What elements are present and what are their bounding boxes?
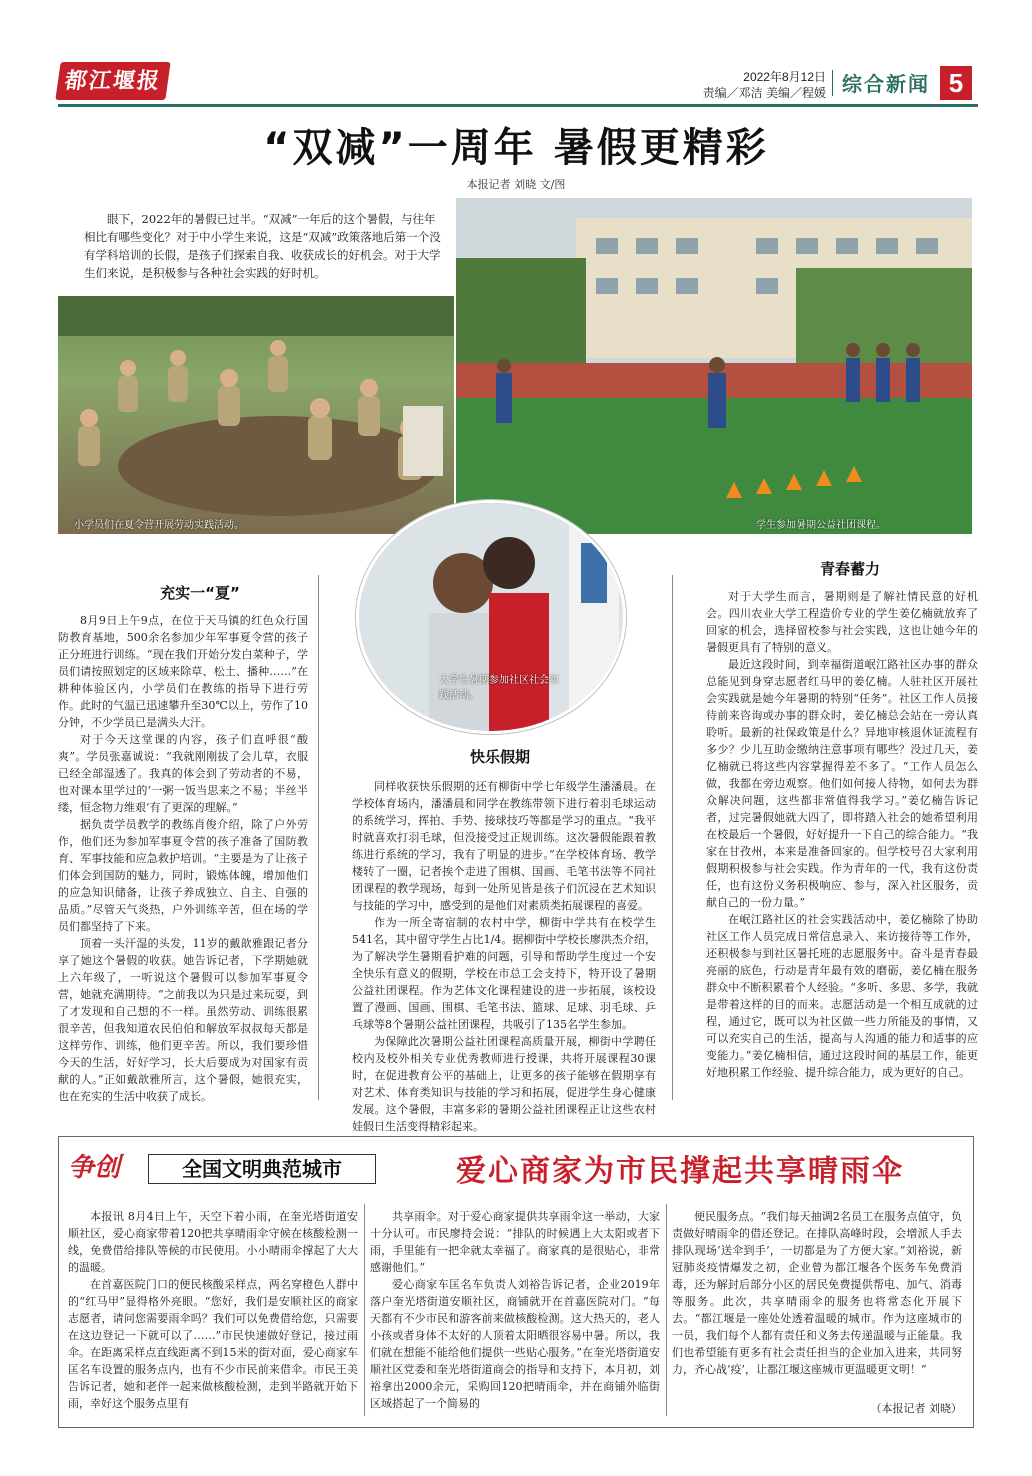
paragraph: 本报讯 8月4日上午，天空下着小雨，在奎光塔街道安顺社区，爱心商家带着120把共享晴雨伞守候在核酸检测一线，免费借给排队等候的市民使用。小小晴雨伞撑起了大大的温暖。 (68, 1210, 358, 1274)
farming-photo-illustration (58, 296, 454, 534)
campaign-mark: 争创 (68, 1153, 121, 1183)
lower-column-3 (672, 1208, 962, 1378)
section-2-body (352, 778, 656, 1135)
paragraph: 共享雨伞。对于爱心商家提供共享雨伞这一举动，大家十分认可。市民廖持会说：“排队的时候遇上大太阳或者下雨，手里能有一把伞就太幸福了。商家真的是很贴心，非常感谢他们。” (370, 1210, 660, 1274)
masthead-logo: 都江堰报 (55, 62, 170, 100)
page-number: 5 (940, 66, 972, 100)
paragraph: 作为一所全寄宿制的农村中学，柳街中学共有在校学生541名，其中留守学生占比1/4。据柳街中学校长廖洪杰介绍，为了解决学生暑期看护难的问题，引导和帮助学生度过一个安全快乐有意义的假期，学校在市总工会支持下，特开设了暑期公益社团课程。作为艺体文化课程建设的进一步拓展，该校设置了漫画、国画、围棋、毛笔书法、篮球、足球、羽毛球、乒乓球等8个暑期公益社团课程，共吸引了135名学生参加。 (352, 916, 656, 1031)
paragraph: 为保障此次暑期公益社团课程高质量开展，柳街中学聘任校内及校外相关专业优秀教师进行授课，共将开展课程30课时，在促进教育公平的基础上，让更多的孩子能够在假期享有对艺术、体育类知识与技能的学习和拓展，促进学生身心健康发展。这个暑假，丰富多彩的暑期公益社团课程正让这些农村娃假日生活变得精彩起来。 (352, 1035, 656, 1133)
section-title-1: 充实一“夏” (160, 584, 240, 602)
paragraph: 顶着一头汗湿的头发，11岁的戴歆雅跟记者分享了她这个暑假的收获。她告诉记者，下学期她就上六年级了，一听说这个暑假可以参加军事夏令营，她就充满期待。“之前我以为只是过来玩耍，到了才发现和自己想的不一样。虽然劳动、训练很累很辛苦，但我知道农民伯伯和解放军叔叔每天都是这样劳作、训练，他们更辛苦。所以，我们要珍惜今天的生活，好好学习，长大后要成为对国家有贡献的人。”正如戴歆雅所言，这个暑假，她很充实，也在充实的生活中收获了成长。 (58, 937, 308, 1103)
page-headline: “双减”一周年 暑假更精彩 (263, 125, 769, 171)
editors-credit: 责编／邓洁 美编／程媛 (702, 86, 826, 100)
paragraph: 在首嘉医院门口的便民核酸采样点，两名穿橙色人群中的“红马甲”显得格外亮眼。“您好，我们是安顺社区的商家志愿者，请问您需要雨伞吗？我们可以免费借给您，只需要在这边登记一下就可以了……”市民快速做好登记，接过雨伞。在距离采样点直线距离不到15米的街对面，爱心商家车匡名车设置的服务点内，也有不少市民前来借伞。市民王美告诉记者，她和老伴一起来做核酸检测，走到半路就开始下雨，幸好这个服务点里有 (68, 1278, 358, 1410)
section-name: 综合新闻 (842, 74, 930, 96)
lower-column-1 (68, 1208, 358, 1412)
column-divider (318, 575, 319, 1100)
header-rule (58, 104, 978, 107)
paragraph: 爱心商家车匡名车负责人刘裕告诉记者，企业2019年落户奎光塔街道安顺社区，商铺就开在首嘉医院对门。“每天都有不少市民和游客前来做核酸检测。这大热天的，老人小孩或者身体不太好的人顶着太阳晒很容易中暑。所以，我们就在想能不能给他们提供一些贴心服务。”在奎光塔街道安顺社区党委和奎光塔街道商会的指导和支持下，本月初，刘裕拿出2000余元，采购回120把晴雨伞，并在商铺外临街区域搭起了一个简易的 (370, 1278, 660, 1410)
campaign-title: 全国文明典范城市 (148, 1154, 376, 1184)
paragraph: 对于大学生而言，暑期则是了解社情民意的好机会。四川农业大学工程造价专业的学生姜亿楠就放弃了回家的机会，选择留校参与社会实践，这也让她今年的暑假更具有了特别的意义。 (706, 590, 978, 654)
paragraph: 在岷江路社区的社会实践活动中，姜亿楠除了协助社区工作人员完成日常信息录入、来访接待等工作外，还积极参与到社区暑托班的志愿服务中。奋斗是青春最亮丽的底色，行动是青年最有效的磨砺，姜亿楠在服务群众中不断积累着个人经验。“多听、多思、多学，我就是带着这样的目的而来。志愿活动是一个相互成就的过程，通过它，既可以为社区做一些力所能及的事情，又可以充实自己的生活，提高与人沟通的能力和适事的应变能力。”姜亿楠相信，通过这段时间的基层工作，能更好地积累工作经验、提升综合能力，成为更好的自己。 (706, 913, 978, 1079)
sports-photo-illustration (456, 198, 972, 534)
paragraph: 对于今天这堂课的内容，孩子们直呼很“酸爽”。学员张嘉诚说：“我就刚刚拔了会儿草，衣服已经全部湿透了。我真的体会到了劳动者的不易，也对课本里学过的‘一粥一饭当思来之不易；半丝半缕，恒念物力维艰’有了更深的理解。” (58, 733, 308, 814)
section-title-3: 青春蓄力 (819, 560, 880, 578)
paragraph: 最近这段时间，到幸福街道岷江路社区办事的群众总能见到身穿志愿者红马甲的姜亿楠。人驻社区开展社会实践就是她今年暑期的特别“任务”。社区工作人员接待前来咨询或办事的群众时，姜亿楠总会站在一旁认真聆听。最新的社保政策是什么？异地审核退休证流程有多少？少儿互助金缴纳注意事项有哪些？没过几天，姜亿楠就已将这些内容掌握得差不多了。“工作人员怎么做，我都在旁边观察。他们如何接人待物，如何去为群众解决问题，这些都非常值得我学习。”姜亿楠告诉记者，过完暑假她就大四了，即将踏入社会的她希望利用在校最后一个暑假，好好提升一下自己的综合能力。“我家在甘孜州，本来是准备回家的。但学校号召大家利用假期积极参与社会实践。作为青年的一代，我有这份责任，也有这份义务积极响应、参与，深入社区服务，贡献自己的一份力量。” (706, 658, 978, 909)
lower-headline: 爱心商家为市民撑起共享晴雨伞 (456, 1154, 904, 1189)
photo-summer-camp-farming (58, 296, 454, 534)
column-divider (364, 1204, 365, 1416)
column-divider (666, 1204, 667, 1416)
paragraph: 便民服务点。“我们每天抽调2名员工在服务点值守，负责做好晴雨伞的借还登记。在排队高峰时段，会增派人手去排队现场‘送伞到手’，一切都是为了方便大家。”刘裕说，新冠肺炎疫情爆发之初，企业曾为都江堰各个医务车免费消毒，还为解封后部分小区的居民免费提供帮电、加气、消毒等服务。此次，共享晴雨伞的服务也将常态化开展下去。“都江堰是一座处处透着温暖的城市。作为这座城市的一员，我们每个人都有责任和义务去传递温暖与正能量。我们也希望能有更多有社会责任担当的企业加入进来，共同努力，齐心战‘疫’，让都江堰这座城市更温暖更文明！” (672, 1210, 962, 1376)
column-divider (672, 575, 673, 1100)
section-3-body (706, 588, 978, 1081)
photo-caption-sports: 学生参加暑期公益社团课程。 (756, 520, 886, 531)
section-title-2: 快乐假期 (469, 748, 530, 766)
photo-community-practice (356, 500, 626, 734)
header-separator (832, 70, 833, 96)
issue-date: 2022年8月12日 (743, 70, 826, 84)
lower-column-2 (370, 1208, 660, 1412)
reporter-credit: （本报记者 刘晓） (870, 1402, 962, 1415)
paragraph: 同样收获快乐假期的还有柳街中学七年级学生潘潘晨。在学校体育场内，潘潘晨和同学在教练带领下进行着羽毛球运动的系统学习，挥拍、手势、接球技巧等都是学习的重点。“我平时就喜欢打羽毛球，但没接受过正规训练。这次暑假能跟着教练进行系统的学习，我有了明显的进步。”在学校体育场、教学楼转了一圈，记者挨个走进了围棋、国画、毛笔书法等不同社团课程的教学现场，每到一处所见皆是孩子们沉浸在艺术知识与技能的学习中，感受到的是他们对素质类拓展课程的喜爱。 (352, 780, 656, 912)
byline: 本报记者 刘晓 文/图 (466, 178, 566, 191)
campaign-banner (68, 1148, 378, 1188)
paragraph: 据负责学员教学的教练肖俊介绍，除了户外劳作，他们还为参加军事夏令营的孩子准备了国防教育、军事技能和应急救护培训。“主要是为了让孩子们体会到国防的魅力，同时，锻炼体魄，增加他们的应急知识储备，让孩子养成独立、自主、自强的品质。”尽管天气炎热，户外训练辛苦，但在场的学员们都坚持了下来。 (58, 818, 308, 933)
lead-paragraph: 眼下，2022年的暑假已过半。“双减”一年后的这个暑假，与往年相比有哪些变化？对于中小学生来说，这是“双减”政策落地后第一个没有学科培训的长假，是孩子们探索自我、收获成长的好机会。对于大学生们来说，是积极参与各种社会实践的好时机。 (84, 212, 441, 280)
paragraph: 8月9日上午9点，在位于天马镇的红色众行国防教育基地，500余名参加少年军事夏令营的孩子正分班进行训练。“现在我们开始分发白菜种子，学员们请按照划定的区域来除草、松土、播种……”在耕种体验区内，小学员们在教练的指导下进行劳作。此时的气温已迅速攀升至30℃以上，劳作了10分钟，不少学员已是满头大汗。 (58, 614, 308, 729)
photo-caption-farming: 小学员们在夏令营开展劳动实践活动。 (74, 520, 244, 531)
photo-sports-club (456, 198, 972, 534)
photo-caption-community: 大学生暑期参加社区社会实践活动。 (439, 675, 559, 701)
section-1-body (58, 612, 308, 1105)
